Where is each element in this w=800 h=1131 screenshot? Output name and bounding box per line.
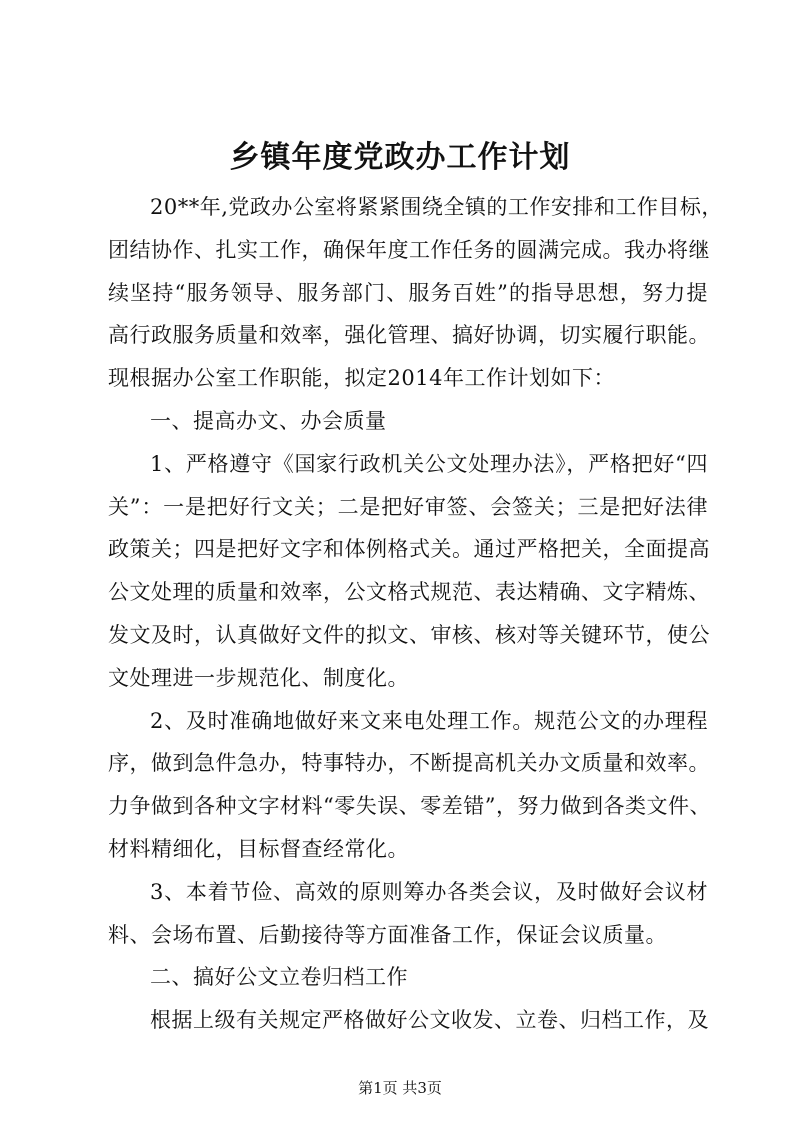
text-line: 公文处理的质量和效率，公文格式规范、表达精确、文字精炼、 <box>108 580 710 605</box>
text-line: 政策关；四是把好文字和体例格式关。通过严格把关，全面提高 <box>108 537 710 562</box>
section-heading: 一、提高办文、办会质量 <box>150 408 387 433</box>
text-line: 高行政服务质量和效率，强化管理、搞好协调，切实履行职能。 <box>108 323 710 348</box>
text-line: 2、及时准确地做好来文来电处理工作。规范公文的办理程 <box>150 708 708 733</box>
text-line: 序，做到急件急办，特事特办，不断提高机关办文质量和效率。 <box>108 751 710 776</box>
text-line: 料、会场布置、后勤接待等方面准备工作，保证会议质量。 <box>108 922 667 947</box>
text-line: 关”：一是把好行文关；二是把好审签、会签关；三是把好法律 <box>108 494 708 519</box>
page-number-footer: 第1页 共3页 <box>358 1079 442 1097</box>
text-line: 材料精细化，目标督查经常化。 <box>108 836 409 861</box>
text-line: 1、严格遵守《国家行政机关公文处理办法》，严格把好“四 <box>150 451 708 476</box>
text-line: 发文及时，认真做好文件的拟文、审核、核对等关键环节，使公 <box>108 622 710 647</box>
document-title: 乡镇年度党政办工作计划 <box>229 140 571 175</box>
text-line: 文处理进一步规范化、制度化。 <box>108 665 409 690</box>
text-line: 力争做到各种文字材料“零失误、零差错”，努力做到各类文件、 <box>108 794 711 819</box>
text-line: 3、本着节俭、高效的原则筹办各类会议，及时做好会议材 <box>150 879 708 904</box>
text-line: 20**年,党政办公室将紧紧围绕全镇的工作安排和工作目标， <box>150 195 723 219</box>
text-line: 现根据办公室工作职能，拟定2014年工作计划如下： <box>108 366 615 391</box>
section-heading: 二、搞好公文立卷归档工作 <box>150 965 408 990</box>
text-line: 续坚持“服务领导、服务部门、服务百姓”的指导思想，努力提 <box>108 280 708 305</box>
document-body <box>108 186 723 1042</box>
text-line: 团结协作、扎实工作，确保年度工作任务的圆满完成。我办将继 <box>108 237 710 262</box>
text-line: 根据上级有关规定严格做好公文收发、立卷、归档工作，及 <box>150 1008 709 1033</box>
